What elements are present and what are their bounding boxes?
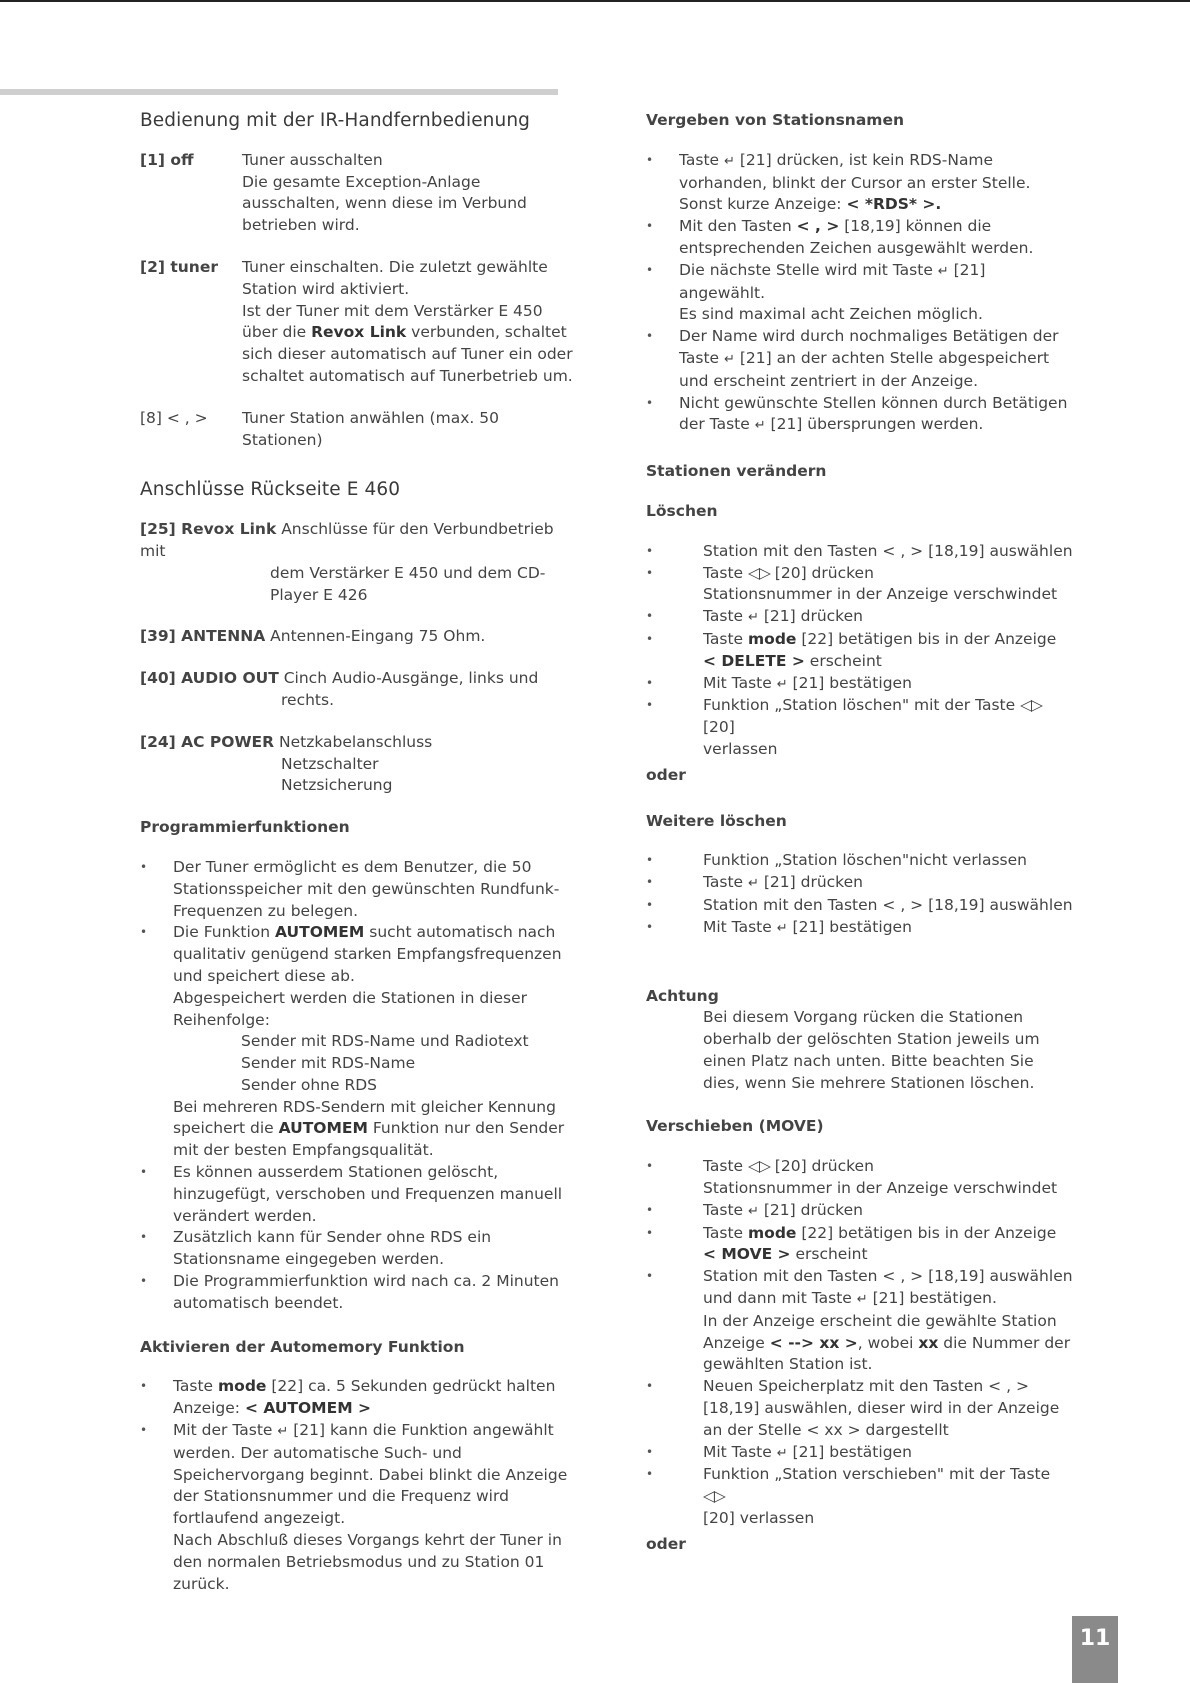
- text: Taste: [703, 607, 749, 626]
- text: Funktion nur den Sender mit der besten Empfangsqualität.: [173, 1119, 565, 1160]
- def-tuner: [140, 257, 576, 388]
- names-item-4: [646, 326, 1074, 392]
- text: [39] ANTENNA: [140, 627, 266, 646]
- list-item: [646, 673, 1074, 696]
- text: AUTOMEM: [275, 923, 365, 942]
- text: Cinch Audio-Ausgänge, links und: [283, 669, 539, 688]
- list-item: [646, 872, 1074, 895]
- left-column: [140, 110, 576, 1595]
- text: Sender ohne RDS: [241, 1075, 378, 1094]
- text: < --> xx >: [769, 1333, 858, 1352]
- prog-item-2: [140, 922, 576, 1162]
- text: xx: [918, 1333, 939, 1352]
- text: Nicht gewünschte Stellen können durch Betätigen der Taste: [679, 393, 1068, 434]
- text: Mit Taste: [703, 1442, 777, 1461]
- auto-item-1: [140, 1376, 576, 1420]
- enter-key-icon: ↵: [724, 351, 735, 367]
- text: Es können ausserdem Stationen gelöscht, hinzugefügt, verschoben und Frequenzen manuell verändert werden.: [173, 1163, 563, 1225]
- text: Es sind maximal acht Zeichen möglich.: [679, 305, 983, 324]
- heading-automemory: Aktivieren der Automemory Funktion: [140, 1337, 465, 1356]
- text: Die Programmierfunktion wird nach ca. 2 Minuten automatisch beendet.: [173, 1272, 559, 1312]
- heading-rear: Anschlüsse Rückseite E 460: [140, 479, 401, 501]
- text: < DELETE >: [703, 651, 805, 670]
- heading-delete: Löschen: [646, 501, 718, 520]
- list-item: [646, 917, 1074, 940]
- text: AUTOMEM: [278, 1119, 368, 1138]
- right-column: [646, 110, 1074, 1580]
- text: Netzsicherung: [281, 776, 393, 795]
- text: Zusätzlich kann für Sender ohne RDS ein Stationsname eingegeben werden.: [173, 1228, 492, 1269]
- enter-key-icon: ↵: [937, 263, 949, 279]
- list-item: [646, 1464, 1074, 1529]
- text: Netzkabelanschluss: [279, 732, 433, 751]
- bullet-icon: •: [646, 1444, 654, 1459]
- heading-prog: Programmierfunktionen: [140, 818, 350, 837]
- text: Netzschalter: [281, 754, 379, 773]
- list-item: [646, 850, 1074, 872]
- names-item-3: [646, 260, 1074, 326]
- bullet-icon: •: [140, 1274, 148, 1289]
- bullet-icon: •: [646, 1202, 654, 1217]
- desc-off-2: Die gesamte Exception-Anlage ausschalten, wenn diese im Verbund betrieben wird.: [242, 172, 527, 235]
- text: < *RDS* >.: [846, 195, 942, 214]
- text: < MOVE >: [703, 1245, 791, 1264]
- list-item: [646, 1223, 1074, 1267]
- text: erscheint: [804, 651, 882, 670]
- text: Player E 426: [270, 585, 368, 604]
- list-item: [646, 606, 1074, 629]
- text: Stationsnummer in der Anzeige verschwindet: [703, 585, 1058, 604]
- bullet-icon: •: [646, 152, 654, 167]
- page-number: 11: [1072, 1616, 1118, 1683]
- term-station: [8] < , >: [140, 408, 208, 427]
- enter-key-icon: ↵: [724, 153, 735, 169]
- text: [21] bestätigen: [787, 1442, 912, 1461]
- text: < AUTOMEM >: [244, 1399, 371, 1418]
- text: Antennen-Eingang 75 Ohm.: [270, 627, 486, 646]
- names-item-2: [646, 216, 1074, 260]
- term-tuner: [2] tuner: [140, 257, 218, 276]
- text: Funktion „Station löschen"nicht verlassen: [703, 851, 1027, 870]
- enter-key-icon: ↵: [856, 1292, 868, 1308]
- text: Die nächste Stelle wird mit Taste: [679, 260, 938, 279]
- bullet-icon: •: [646, 1225, 654, 1240]
- prog-item-4: [140, 1227, 576, 1271]
- list-item: [646, 629, 1074, 673]
- heading-more: Weitere löschen: [646, 811, 787, 830]
- text: [20]: [703, 718, 735, 737]
- text: [21] drücken: [758, 873, 863, 892]
- bullet-icon: •: [646, 631, 654, 646]
- prog-item-1: [140, 857, 576, 922]
- enter-key-icon: ↵: [277, 1424, 289, 1440]
- desc-station: Tuner Station anwählen (max. 50 Stationen): [242, 408, 499, 449]
- arrows-key-icon: ◁▷: [748, 1157, 770, 1176]
- names-item-1: [646, 150, 1074, 216]
- attention-text: Bei diesem Vorgang rücken die Stationen oberhalb der gelöschten Station jeweils um einen Platz nach unten. Bitte beachten Sie dies, wenn Sie mehrere Stationen löschen.: [703, 1008, 1040, 1092]
- bullet-icon: •: [646, 1467, 654, 1482]
- oder-1: oder: [646, 765, 686, 784]
- text: [20] drücken: [769, 1157, 874, 1176]
- auto-list: [140, 1376, 576, 1595]
- text: Bei mehreren RDS-Sendern mit gleicher Kennung speichert die: [173, 1097, 556, 1138]
- conn-antenna: [140, 626, 576, 648]
- list-item: [646, 1442, 1074, 1465]
- text: [21] bestätigen: [787, 673, 912, 692]
- bullet-icon: •: [140, 1230, 148, 1245]
- prog-item-5: [140, 1271, 576, 1315]
- text: [20] verlassen: [703, 1509, 815, 1528]
- delete-list: [646, 541, 1074, 761]
- enter-key-icon: ↵: [748, 1203, 759, 1219]
- enter-key-icon: ↵: [754, 418, 766, 434]
- prog-order-list: [173, 1031, 576, 1096]
- text: Neuen Speicherplatz mit den Tasten < , > [18,19] auswählen, dieser wird in der Anzeige an der Stelle < xx > dargestellt: [703, 1377, 1060, 1439]
- text: mode: [748, 1223, 797, 1242]
- text: Taste: [703, 1157, 749, 1176]
- bullet-icon: •: [646, 853, 654, 868]
- list-item: [646, 563, 1074, 607]
- text: Taste: [703, 1200, 749, 1219]
- prog-list: [140, 857, 576, 1315]
- text: [21] bestätigen.: [867, 1289, 997, 1308]
- text: Taste: [703, 873, 749, 892]
- text: Taste: [703, 563, 749, 582]
- heading-remote: Bedienung mit der IR-Handfernbedienung: [140, 110, 531, 131]
- bullet-icon: •: [646, 897, 654, 912]
- text: [18,19] können die entsprechenden Zeichen ausgewählt werden.: [679, 217, 1034, 257]
- text: Der Tuner ermöglicht es dem Benutzer, die 50 Stationsspeicher mit den gewünschten Rundfunk-Frequenzen zu belegen.: [173, 857, 560, 920]
- text: Anschlüsse für den Verbundbetrieb mit: [140, 520, 554, 560]
- bullet-icon: •: [140, 925, 148, 940]
- bullet-icon: •: [646, 1269, 654, 1284]
- header-rule: [0, 89, 558, 95]
- text: [24] AC POWER: [140, 732, 275, 751]
- text: Station mit den Tasten < , > [18,19] auswählen und dann mit Taste: [703, 1267, 1073, 1308]
- arrows-key-icon: ◁▷: [1020, 696, 1042, 715]
- text: Mit den Tasten: [679, 217, 797, 236]
- list-item: [646, 695, 1074, 760]
- term-off: [1] off: [140, 150, 194, 169]
- text: mode: [218, 1377, 267, 1396]
- text: [22] betätigen bis in der Anzeige: [796, 629, 1057, 648]
- bullet-icon: •: [646, 875, 654, 890]
- bullet-icon: •: [646, 698, 654, 713]
- bullet-icon: •: [646, 1379, 654, 1394]
- heading-names: Vergeben von Stationsnamen: [646, 111, 904, 129]
- oder-2: oder: [646, 1534, 686, 1553]
- text: Funktion „Station verschieben" mit der Taste: [703, 1465, 1051, 1484]
- text: < , >: [796, 217, 840, 236]
- enter-key-icon: ↵: [776, 1445, 788, 1461]
- bullet-icon: •: [646, 219, 654, 234]
- list-item: [646, 541, 1074, 563]
- text: verlassen: [703, 739, 778, 758]
- text: Sender mit RDS-Name: [241, 1054, 416, 1073]
- heading-move: Verschieben (MOVE): [646, 1117, 824, 1136]
- bullet-icon: •: [646, 395, 654, 410]
- text: Station mit den Tasten < , > [18,19] auswählen: [703, 541, 1073, 560]
- names-item-5: [646, 393, 1074, 438]
- text: [21] drücken, ist kein RDS-Name vorhanden, blinkt der Cursor an erster Stelle.: [679, 150, 1031, 192]
- enter-key-icon: ↵: [776, 676, 788, 692]
- heading-change: Stationen verändern: [646, 462, 827, 481]
- bullet-icon: •: [140, 859, 148, 874]
- def-station: [140, 408, 576, 452]
- text: Abgespeichert werden die Stationen in dieser Reihenfolge:: [173, 988, 527, 1029]
- text: [20] drücken: [769, 563, 874, 582]
- text: [21] drücken: [758, 1200, 863, 1219]
- text: rechts.: [281, 690, 334, 709]
- conn-ac-power: [140, 732, 576, 797]
- text: Taste: [703, 629, 749, 648]
- text: [21] bestätigen: [787, 917, 912, 936]
- text: die Nummer der gewählten Station ist.: [703, 1333, 1071, 1374]
- list-item: [646, 1376, 1074, 1441]
- text: dem Verstärker E 450 und dem CD-: [270, 563, 546, 582]
- text: Sender mit RDS-Name und Radiotext: [241, 1032, 529, 1051]
- bullet-icon: •: [140, 1423, 148, 1438]
- list-item: [646, 895, 1074, 917]
- bullet-icon: •: [646, 919, 654, 934]
- text: [25] Revox Link: [140, 520, 277, 539]
- list-item: [646, 1266, 1074, 1376]
- arrows-key-icon: ◁▷: [748, 563, 770, 582]
- text: [21] drücken: [758, 607, 863, 626]
- text: [40] AUDIO OUT: [140, 669, 279, 688]
- text: Anzeige:: [173, 1399, 245, 1418]
- bullet-icon: •: [140, 1165, 148, 1180]
- bullet-icon: •: [140, 1379, 148, 1394]
- text: Station mit den Tasten < , > [18,19] auswählen: [703, 895, 1073, 914]
- text: Der Name wird durch nochmaliges Betätigen der Taste: [679, 327, 1059, 367]
- conn-revox-link: [140, 519, 576, 606]
- desc-tuner-1: Tuner einschalten. Die zuletzt gewählte Station wird aktiviert.: [242, 257, 548, 298]
- text: Ist der Tuner mit dem Verstärker E 450 über die: [242, 301, 543, 342]
- text: Die Funktion: [173, 923, 276, 942]
- text: Revox Link: [311, 323, 407, 342]
- text: [22] ca. 5 Sekunden gedrückt halten: [266, 1377, 556, 1396]
- text: Mit der Taste: [173, 1421, 278, 1440]
- text: [21] kann die Funktion angewählt werden. Der automatische Such- und Speichervorgang beginnt. Dabei blinkt die Anzeige der Stationsnummer und die Frequenz wird fortlaufend angezeigt.: [173, 1421, 568, 1528]
- text: , wobei: [857, 1333, 919, 1352]
- bullet-icon: •: [646, 329, 654, 344]
- text: [21] übersprungen werden.: [765, 415, 984, 434]
- text: [22] betätigen bis in der Anzeige: [796, 1223, 1057, 1242]
- names-list: [646, 150, 1074, 437]
- text: sucht automatisch nach qualitativ genügend starken Empfangsfrequenzen und speichert diese ab.: [173, 923, 562, 985]
- text: Taste: [703, 1223, 749, 1242]
- text: Stationsnummer in der Anzeige verschwindet: [703, 1179, 1058, 1198]
- def-off: [140, 150, 576, 237]
- enter-key-icon: ↵: [776, 920, 788, 936]
- prog-item-3: [140, 1162, 576, 1227]
- bullet-icon: •: [646, 262, 654, 277]
- bullet-icon: •: [646, 565, 654, 580]
- text: [21] angewählt.: [679, 260, 986, 302]
- text: Taste: [679, 150, 725, 169]
- text: Nach Abschluß dieses Vorgangs kehrt der Tuner in den normalen Betriebsmodus und zu Station 01 zurück.: [173, 1531, 562, 1593]
- bullet-icon: •: [646, 609, 654, 624]
- text: In der Anzeige erscheint die gewählte Station Anzeige: [703, 1311, 1057, 1352]
- text: verbunden, schaltet sich dieser automatisch auf Tuner ein oder schaltet automatisch auf Tunerbetrieb um.: [242, 323, 573, 385]
- top-rule: [0, 0, 1190, 2]
- bullet-icon: •: [646, 675, 654, 690]
- more-list: [646, 850, 1074, 939]
- text: Mit Taste: [703, 917, 777, 936]
- bullet-icon: •: [646, 543, 654, 558]
- auto-item-2: [140, 1420, 576, 1595]
- text: Mit Taste: [703, 673, 777, 692]
- text: Sonst kurze Anzeige:: [679, 195, 847, 214]
- conn-audio-out: [140, 668, 576, 712]
- list-item: [646, 1200, 1074, 1223]
- text: [21] an der achten Stelle abgespeichert und erscheint zentriert in der Anzeige.: [679, 348, 1050, 390]
- enter-key-icon: ↵: [748, 610, 759, 626]
- desc-off-1: Tuner ausschalten: [242, 150, 383, 169]
- arrows-key-icon: ◁▷: [703, 1487, 725, 1506]
- heading-attention: Achtung: [646, 986, 719, 1005]
- move-list: [646, 1156, 1074, 1530]
- list-item: [646, 1156, 1074, 1200]
- text: Funktion „Station löschen" mit der Taste: [703, 696, 1021, 715]
- text: mode: [748, 629, 797, 648]
- text: Taste: [173, 1377, 219, 1396]
- desc-tuner-2: [242, 301, 576, 388]
- text: erscheint: [790, 1245, 868, 1264]
- enter-key-icon: ↵: [748, 876, 759, 892]
- bullet-icon: •: [646, 1159, 654, 1174]
